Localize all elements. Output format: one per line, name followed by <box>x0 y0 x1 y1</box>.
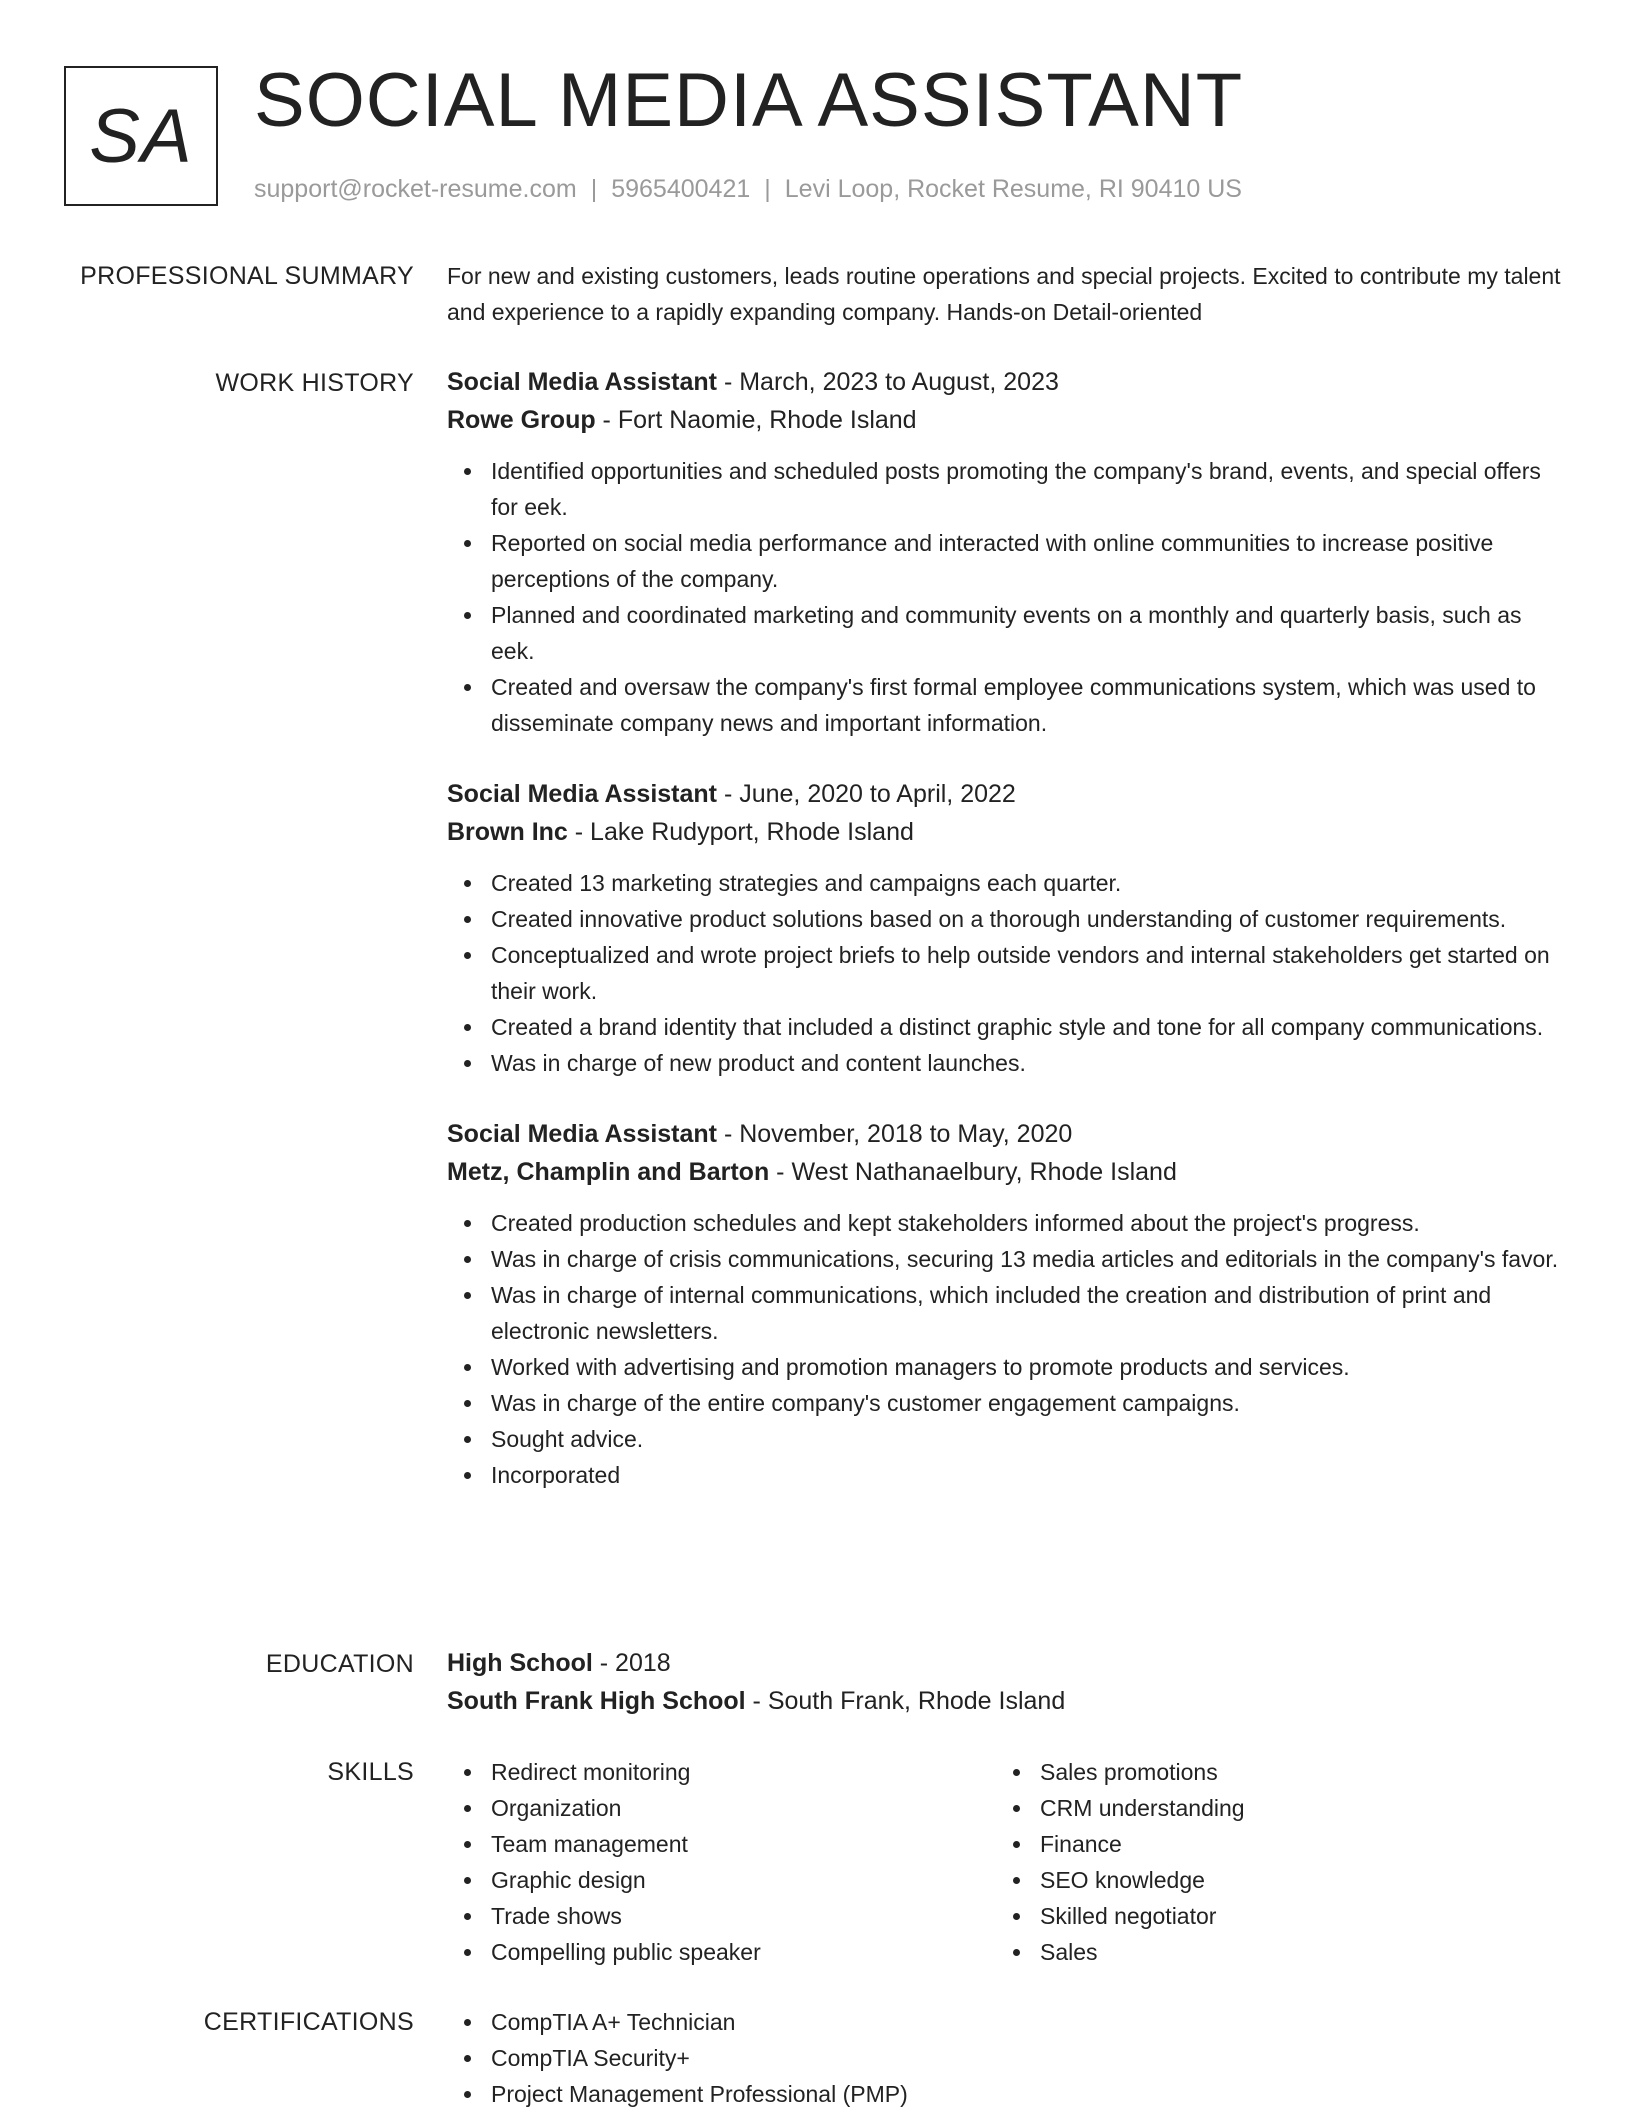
job-company-line <box>447 813 1567 851</box>
skill-item: Compelling public speaker <box>491 1934 996 1970</box>
certifications-list <box>447 2004 1567 2112</box>
job-entry <box>447 363 1567 741</box>
job-bullets <box>447 1205 1567 1493</box>
section-label-work-history: WORK HISTORY <box>215 369 414 397</box>
job-bullet: Created and oversaw the company's first formal employee communications system, which was used to disseminate company news and important information. <box>491 669 1567 741</box>
job-company-line <box>447 401 1567 439</box>
job-bullets <box>447 453 1567 741</box>
education-school: South Frank High School <box>447 1687 746 1715</box>
section-label-education: EDUCATION <box>265 1650 414 1678</box>
section-label-certifications: CERTIFICATIONS <box>203 2008 414 2036</box>
certification-item: Project Management Professional (PMP) <box>491 2076 1567 2112</box>
job-bullet: Worked with advertising and promotion managers to promote products and services. <box>491 1349 1567 1385</box>
skill-item: Trade shows <box>491 1898 996 1934</box>
job-company: Brown Inc <box>447 818 568 846</box>
education-degree-line <box>447 1644 1567 1682</box>
section-label-skills: SKILLS <box>327 1758 414 1786</box>
skills-list-right <box>996 1754 1545 1970</box>
job-dates: - June, 2020 to April, 2022 <box>717 780 1016 808</box>
contact-line <box>254 174 1242 204</box>
skill-item: CRM understanding <box>1040 1790 1545 1826</box>
job-entry <box>447 1115 1567 1493</box>
job-bullet: Planned and coordinated marketing and community events on a monthly and quarterly basis, such as eek. <box>491 597 1567 669</box>
job-company-line <box>447 1153 1567 1191</box>
job-bullet: Was in charge of crisis communications, securing 13 media articles and editorials in the company's favor. <box>491 1241 1567 1277</box>
job-title: Social Media Assistant <box>447 780 717 808</box>
job-bullet: Incorporated <box>491 1457 1567 1493</box>
job-location: - Lake Rudyport, Rhode Island <box>567 818 914 846</box>
job-bullets <box>447 865 1567 1081</box>
job-bullet: Identified opportunities and scheduled posts promoting the company's brand, events, and special offers for eek. <box>491 453 1567 525</box>
job-title-line <box>447 775 1567 813</box>
job-bullet: Created production schedules and kept stakeholders informed about the project's progress. <box>491 1205 1567 1241</box>
job-title-line <box>447 363 1567 401</box>
jobs-list <box>447 363 1567 1493</box>
contact-email: support@rocket-resume.com <box>254 175 577 203</box>
contact-address: Levi Loop, Rocket Resume, RI 90410 US <box>784 175 1242 203</box>
education-year: - 2018 <box>592 1649 671 1677</box>
job-title: Social Media Assistant <box>447 1120 717 1148</box>
skill-item: Organization <box>491 1790 996 1826</box>
job-bullet: Created 13 marketing strategies and campaigns each quarter. <box>491 865 1567 901</box>
contact-separator: | <box>590 175 598 203</box>
skill-item: Sales <box>1040 1934 1545 1970</box>
skills-list-left <box>447 1754 996 1970</box>
contact-separator: | <box>764 175 771 203</box>
job-bullet: Conceptualized and wrote project briefs to help outside vendors and internal stakeholders get started on their work. <box>491 937 1567 1009</box>
section-label-summary: PROFESSIONAL SUMMARY <box>80 262 414 290</box>
skill-item: Skilled negotiator <box>1040 1898 1545 1934</box>
job-bullet: Created a brand identity that included a distinct graphic style and tone for all company communications. <box>491 1009 1567 1045</box>
certification-item: CompTIA A+ Technician <box>491 2004 1567 2040</box>
contact-phone: 5965400421 <box>611 175 751 203</box>
job-company: Metz, Champlin and Barton <box>447 1158 770 1186</box>
summary-text: For new and existing customers, leads routine operations and special projects. Excited to contribute my talent and experience to a rapidly expanding company. Hands-on Detail-oriented <box>447 263 1561 325</box>
skill-item: Graphic design <box>491 1862 996 1898</box>
monogram: SA <box>64 66 218 206</box>
job-bullet: Was in charge of internal communications, which included the creation and distribution of print and electronic newsletters. <box>491 1277 1567 1349</box>
job-title: Social Media Assistant <box>447 368 717 396</box>
certification-item: CompTIA Security+ <box>491 2040 1567 2076</box>
job-bullet: Was in charge of new product and content launches. <box>491 1045 1567 1081</box>
job-bullet: Sought advice. <box>491 1421 1567 1457</box>
education-location: - South Frank, Rhode Island <box>745 1687 1066 1715</box>
skill-item: Redirect monitoring <box>491 1754 996 1790</box>
job-title-line <box>447 1115 1567 1153</box>
skill-item: Team management <box>491 1826 996 1862</box>
job-location: - West Nathanaelbury, Rhode Island <box>769 1158 1177 1186</box>
skill-item: Sales promotions <box>1040 1754 1545 1790</box>
education-school-line <box>447 1682 1567 1720</box>
job-bullet: Was in charge of the entire company's customer engagement campaigns. <box>491 1385 1567 1421</box>
job-location: - Fort Naomie, Rhode Island <box>595 406 917 434</box>
resume-title: SOCIAL MEDIA ASSISTANT <box>254 58 1244 143</box>
education-degree: High School <box>447 1649 593 1677</box>
job-bullet: Created innovative product solutions based on a thorough understanding of customer requirements. <box>491 901 1567 937</box>
job-entry <box>447 775 1567 1081</box>
skill-item: SEO knowledge <box>1040 1862 1545 1898</box>
skill-item: Finance <box>1040 1826 1545 1862</box>
job-company: Rowe Group <box>447 406 596 434</box>
job-dates: - November, 2018 to May, 2020 <box>717 1120 1073 1148</box>
job-dates: - March, 2023 to August, 2023 <box>717 368 1059 396</box>
job-bullet: Reported on social media performance and interacted with online communities to increase positive perceptions of the company. <box>491 525 1567 597</box>
